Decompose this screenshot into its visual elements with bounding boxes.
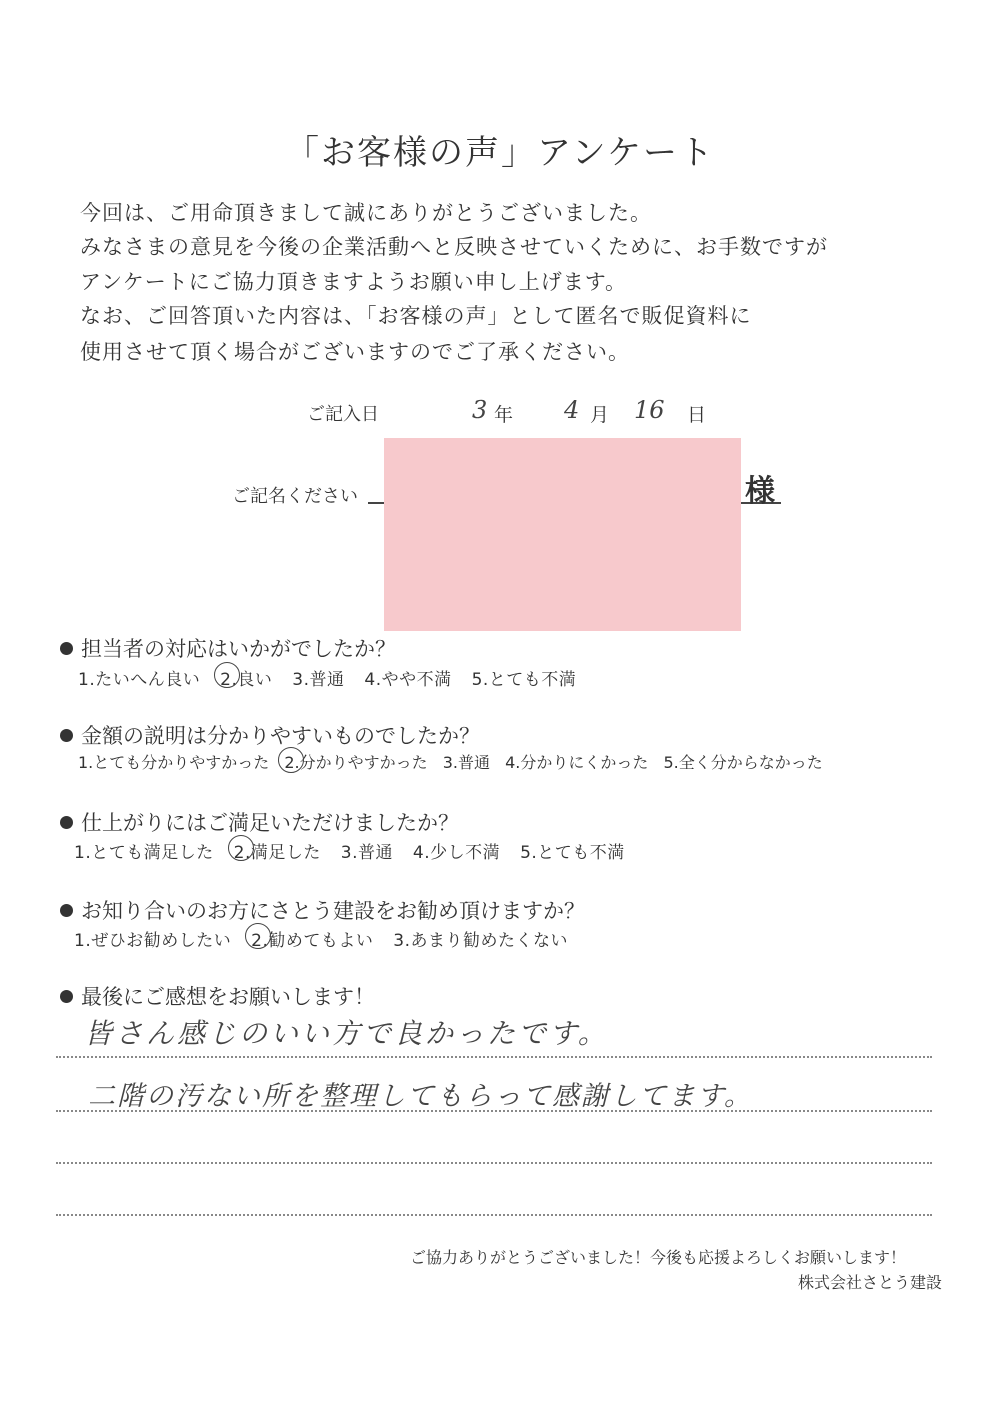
question-2	[60, 720, 480, 750]
name-underline	[368, 502, 384, 504]
q2-option-5[interactable]: 5.全く分からなかった	[663, 753, 823, 772]
comments-prompt	[60, 981, 375, 1011]
q2-option-1[interactable]: 1.とても分かりやすかった	[78, 753, 270, 772]
comment-line-1[interactable]: 皆さん感じのいい方で良かったです。	[84, 1017, 609, 1050]
q3-option-3[interactable]: 3.普通	[340, 843, 394, 863]
bullet-icon	[60, 990, 73, 1003]
date-day-unit: 日	[687, 404, 707, 426]
question-4-text: お知り合いのお方にさとう建設をお勧め頂けますか？	[81, 899, 585, 923]
q2-option-4[interactable]: 4.分かりにくかった	[505, 753, 649, 772]
date-day-value[interactable]: 16	[634, 396, 665, 424]
question-1	[60, 633, 396, 663]
intro-line-3: アンケートにご協力頂きますようお願い申し上げます。	[80, 270, 628, 294]
q3-option-4[interactable]: 4.少し不満	[412, 843, 501, 863]
footer-company: 株式会社さとう建設	[798, 1273, 943, 1292]
q4-option-3[interactable]: 3.あまり勧めたくない	[393, 931, 569, 951]
selected-circle-mark	[214, 662, 240, 688]
question-2-text: 金額の説明は分かりやすいものでしたか？	[81, 724, 480, 748]
name-redaction[interactable]	[384, 438, 741, 631]
intro-line-5: 使用させて頂く場合がございますのでご了承ください。	[80, 340, 630, 364]
date-month-unit: 月	[590, 404, 610, 426]
date-month-value[interactable]: 4	[564, 396, 580, 424]
q1-option-1[interactable]: 1.たいへん良い	[78, 670, 201, 690]
question-1-options	[78, 665, 590, 690]
bullet-icon	[60, 904, 73, 917]
comment-dotted-line-4	[56, 1214, 932, 1216]
selected-circle-mark	[245, 923, 271, 949]
bullet-icon	[60, 729, 73, 742]
question-3	[60, 807, 459, 837]
footer-thanks: ご協力ありがとうございました！今後も応援よろしくお願いします！	[410, 1248, 907, 1267]
q1-option-5[interactable]: 5.とても不満	[471, 670, 577, 690]
q1-option-2[interactable]: 2.良い	[220, 665, 272, 690]
date-year-value[interactable]: 3	[472, 396, 488, 424]
q1-option-4[interactable]: 4.やや不満	[364, 670, 452, 690]
q4-option-2[interactable]: 2.勧めてもよい	[251, 926, 373, 951]
comment-line-2[interactable]: 二階の汚ない所を整理してもらって感謝してます。	[88, 1081, 753, 1112]
selected-circle-mark	[228, 835, 254, 861]
bullet-icon	[60, 816, 73, 829]
q3-option-5[interactable]: 5.とても不満	[520, 843, 625, 863]
question-4-options	[74, 926, 582, 951]
intro-line-1: 今回は、ご用命頂きまして誠にありがとうございました。	[80, 201, 652, 225]
question-1-text: 担当者の対応はいかがでしたか？	[81, 637, 396, 661]
comment-dotted-line-1	[56, 1056, 932, 1058]
name-label: ご記名ください	[232, 486, 358, 507]
q2-option-3[interactable]: 3.普通	[442, 753, 491, 772]
q2-option-2[interactable]: 2.分かりやすかった	[284, 750, 427, 773]
q3-option-2[interactable]: 2.満足した	[234, 838, 321, 863]
date-label: ご記入日	[307, 404, 379, 425]
intro-line-2: みなさまの意見を今後の企業活動へと反映させていくために、お手数ですが	[80, 235, 828, 259]
comment-dotted-line-2	[56, 1110, 932, 1112]
survey-title: 「お客様の声」アンケート	[285, 133, 715, 173]
q1-option-3[interactable]: 3.普通	[292, 670, 345, 690]
date-year-unit: 年	[494, 404, 514, 426]
q4-option-1[interactable]: 1.ぜひお勧めしたい	[74, 931, 232, 951]
question-3-text: 仕上がりにはご満足いただけましたか？	[81, 811, 459, 835]
name-suffix: 様	[745, 474, 775, 509]
bullet-icon	[60, 642, 73, 655]
comment-dotted-line-3	[56, 1162, 932, 1164]
q3-option-1[interactable]: 1.とても満足した	[74, 843, 214, 863]
question-2-options	[78, 750, 823, 773]
intro-line-4: なお、ご回答頂いた内容は、「お客様の声」として匿名で販促資料に	[80, 304, 752, 328]
question-3-options	[74, 838, 639, 863]
comments-prompt-text: 最後にご感想をお願いします！	[81, 985, 375, 1009]
question-4	[60, 895, 585, 925]
